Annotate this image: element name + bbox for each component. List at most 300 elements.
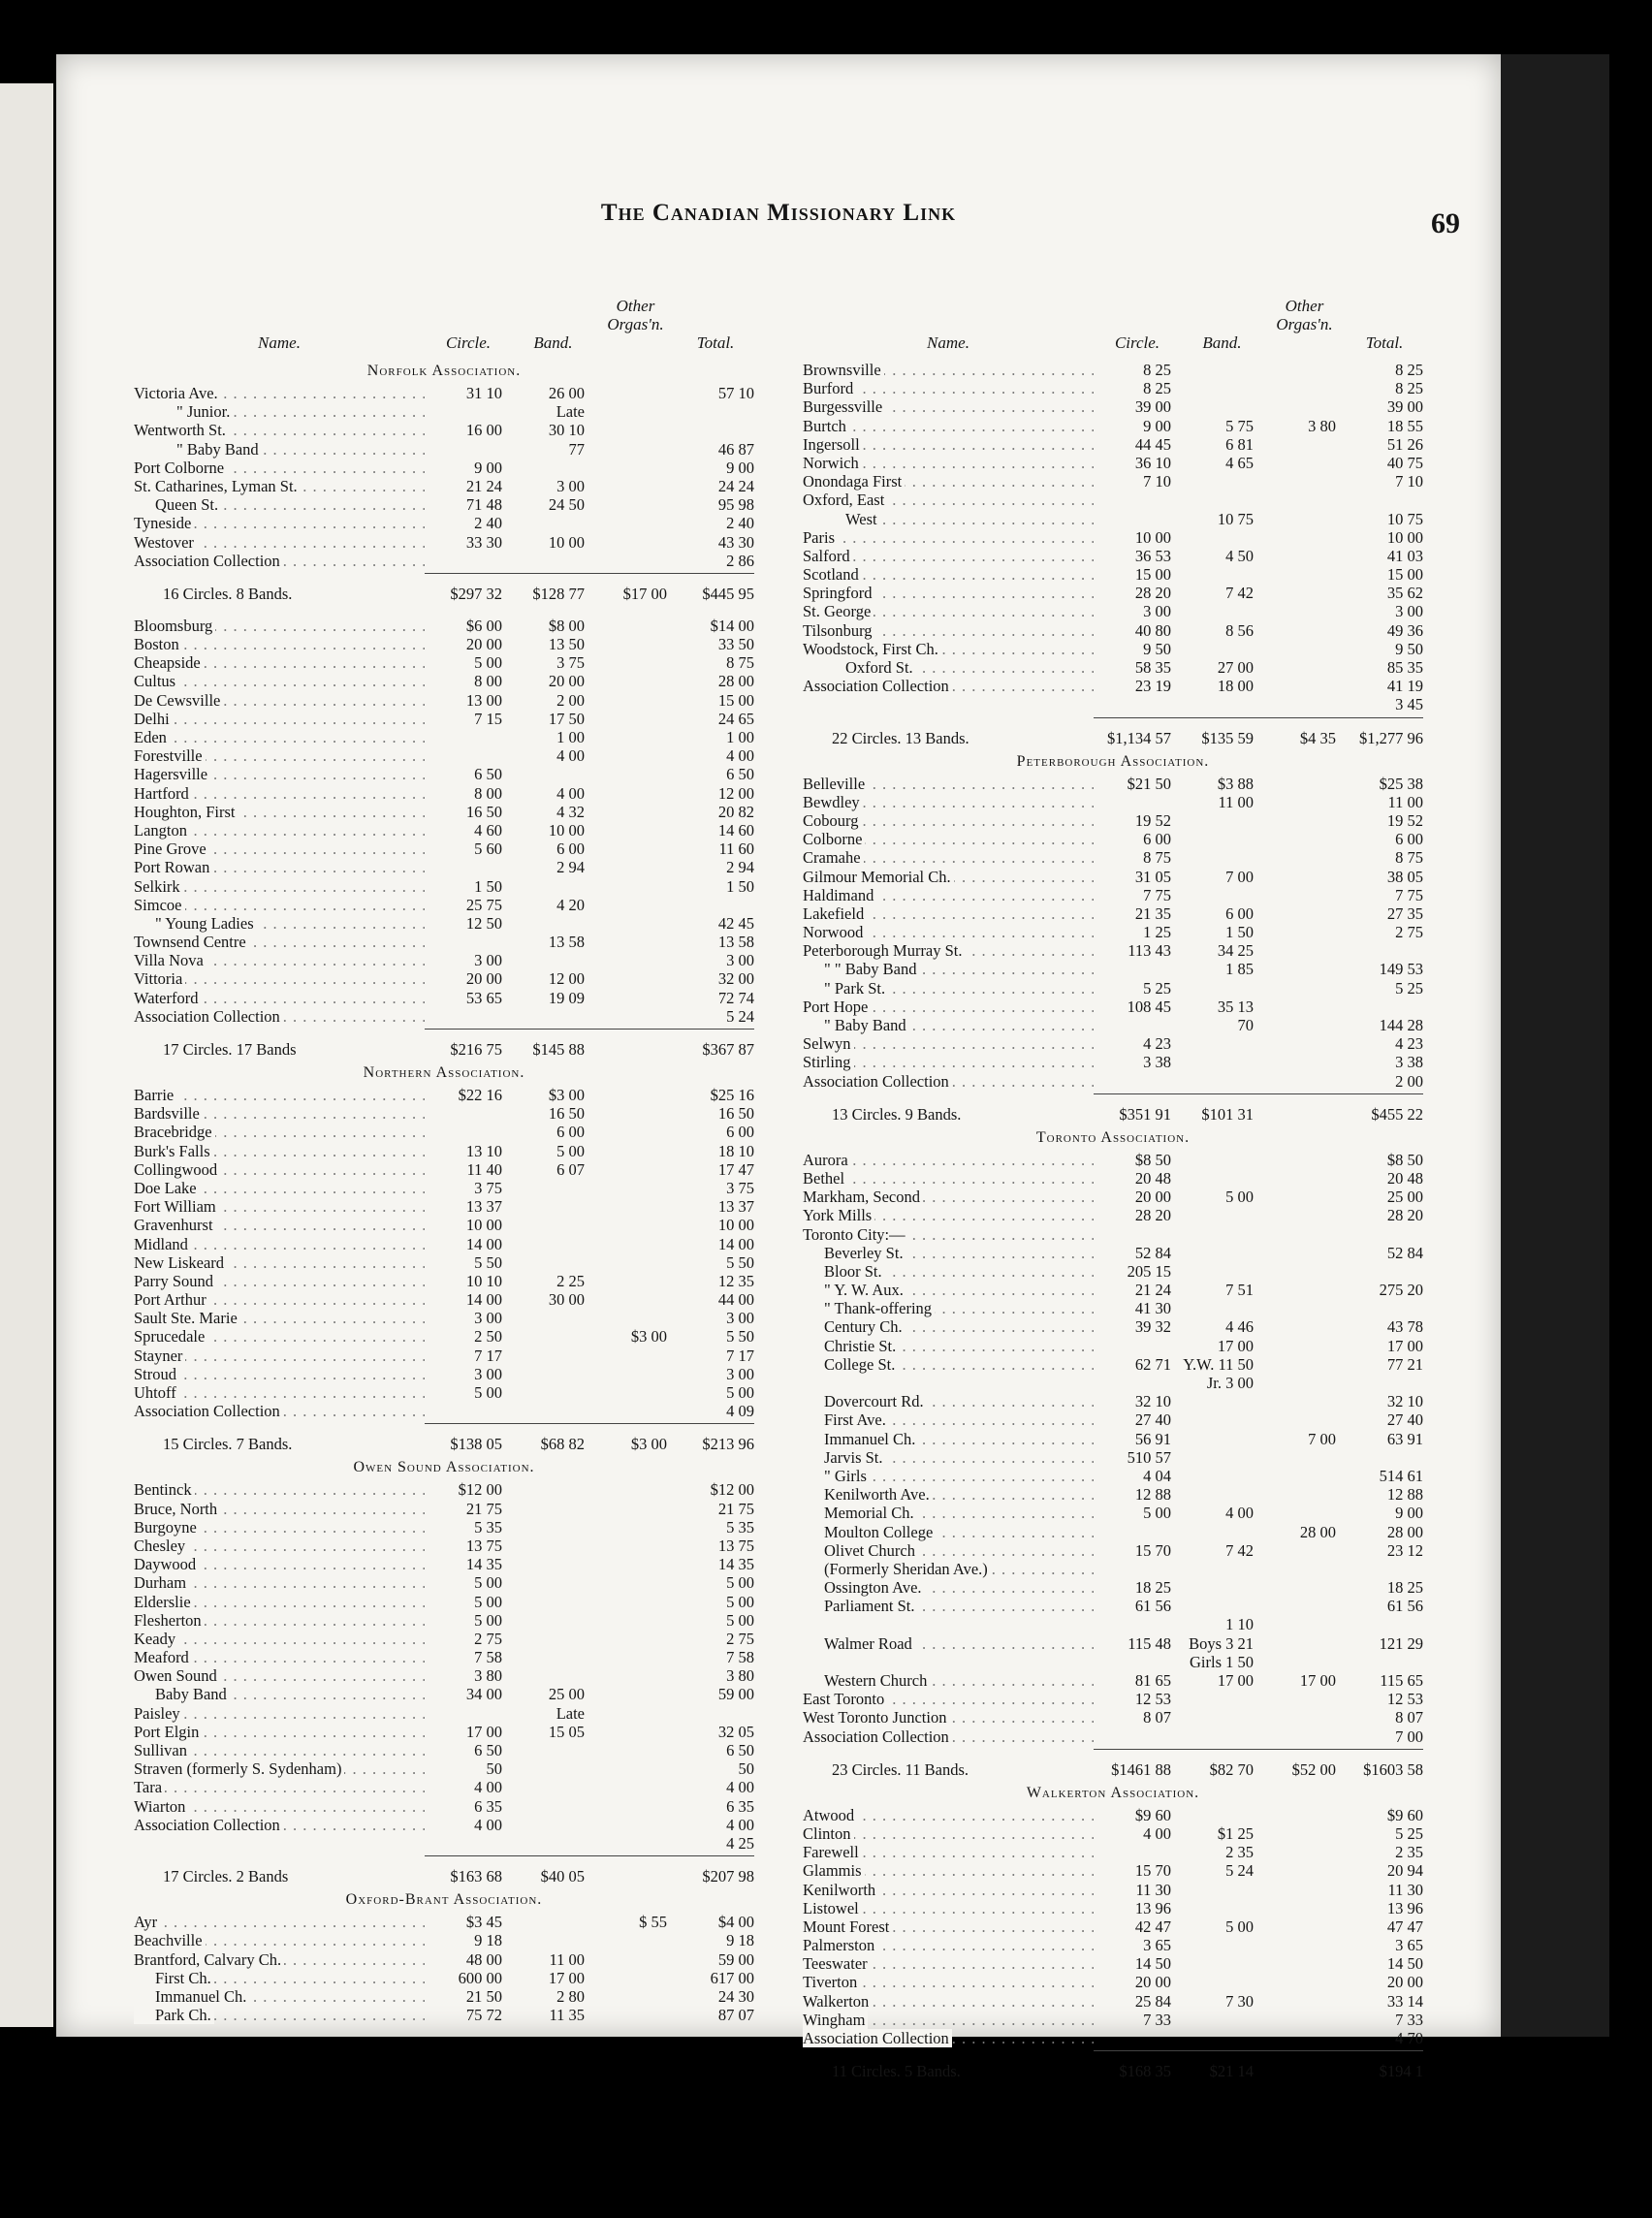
band-amount bbox=[1181, 1244, 1263, 1262]
row-name-cell bbox=[803, 528, 1094, 547]
table-row bbox=[803, 1861, 1423, 1880]
total-amount: 42 45 bbox=[717, 913, 754, 933]
other-amount bbox=[1263, 1072, 1346, 1091]
summary-band: $68 82 bbox=[540, 1435, 585, 1454]
other-amount bbox=[1263, 1708, 1346, 1727]
summary-label: 15 Circles. 7 Bands. bbox=[163, 1435, 293, 1454]
other-amount bbox=[1263, 1169, 1346, 1188]
other-amount bbox=[594, 821, 677, 840]
row-name-cell bbox=[803, 1917, 1094, 1936]
row-name-cell bbox=[803, 793, 1094, 811]
total-amount: 27 40 bbox=[1386, 1410, 1423, 1430]
row-name-cell bbox=[134, 1723, 425, 1741]
table-row bbox=[803, 2029, 1423, 2047]
row-name-cell bbox=[803, 584, 1094, 602]
total-amount: 23 12 bbox=[1386, 1540, 1423, 1560]
band-amount: 30 10 bbox=[548, 421, 585, 440]
row-name: Oxford St. bbox=[803, 658, 916, 677]
circle-amount: 8 07 bbox=[1143, 1708, 1171, 1727]
circle-amount bbox=[1094, 1843, 1181, 1861]
table-row bbox=[134, 1950, 754, 1969]
table-row bbox=[134, 1741, 754, 1759]
band-amount bbox=[1181, 1806, 1263, 1824]
table-row bbox=[134, 1518, 754, 1537]
total-amount: 5 24 bbox=[726, 1006, 754, 1026]
other-amount bbox=[594, 691, 677, 710]
summary-other bbox=[1263, 1102, 1346, 1127]
row-name-cell bbox=[803, 1262, 1094, 1281]
other-amount bbox=[1263, 1206, 1346, 1224]
circle-amount: 20 00 bbox=[465, 969, 502, 989]
summary-other: $52 00 bbox=[1291, 1759, 1336, 1779]
table-row bbox=[134, 784, 754, 803]
association-title: Toronto Association. bbox=[1035, 1128, 1191, 1146]
table-row bbox=[134, 1778, 754, 1796]
band-amount: 7 00 bbox=[1225, 867, 1254, 886]
total-amount: 2 40 bbox=[726, 514, 754, 533]
row-name-cell bbox=[803, 1485, 1094, 1504]
other-amount bbox=[594, 1834, 677, 1853]
other-amount bbox=[1263, 472, 1346, 491]
other-amount bbox=[1263, 1861, 1346, 1880]
summary-circle: $138 05 bbox=[450, 1435, 502, 1454]
row-name-cell bbox=[134, 877, 425, 896]
row-name-cell bbox=[134, 896, 425, 914]
row-name-cell bbox=[134, 728, 425, 746]
row-name-cell bbox=[134, 1518, 425, 1537]
circle-amount: 8 25 bbox=[1143, 361, 1171, 379]
band-amount bbox=[1181, 472, 1263, 491]
row-name-cell bbox=[134, 635, 425, 653]
row-name-cell bbox=[134, 710, 425, 728]
circle-amount: 16 00 bbox=[465, 421, 502, 440]
row-name-cell bbox=[134, 1123, 425, 1141]
row-name: Association Collection bbox=[134, 1402, 283, 1420]
total-amount: 4 00 bbox=[726, 1815, 754, 1834]
band-amount: 5 00 bbox=[1225, 1188, 1254, 1207]
band-amount bbox=[512, 459, 594, 477]
other-amount bbox=[594, 1816, 677, 1834]
other-amount bbox=[594, 1235, 677, 1253]
table-row bbox=[134, 1160, 754, 1179]
total-amount: 5 50 bbox=[726, 1252, 754, 1272]
table-row bbox=[134, 1480, 754, 1499]
table-row bbox=[134, 858, 754, 876]
total-amount: 16 50 bbox=[717, 1104, 754, 1124]
band-amount bbox=[1181, 811, 1263, 830]
row-name: Uhtoff bbox=[134, 1383, 179, 1402]
table-row bbox=[803, 1188, 1423, 1206]
row-name-cell bbox=[803, 510, 1094, 528]
summary-row bbox=[803, 726, 1423, 751]
total-amount: 5 00 bbox=[726, 1383, 754, 1402]
row-name: Norwood bbox=[803, 923, 866, 941]
row-name: Burgessville bbox=[803, 397, 885, 416]
band-amount bbox=[512, 877, 594, 896]
total-amount bbox=[1346, 1615, 1423, 1633]
row-name-cell bbox=[134, 1480, 425, 1499]
row-name-cell bbox=[134, 1778, 425, 1796]
band-amount: 10 75 bbox=[1217, 509, 1254, 528]
other-amount bbox=[1263, 1355, 1346, 1374]
summary-label: 23 Circles. 11 Bands. bbox=[832, 1759, 969, 1779]
summary-band: $135 59 bbox=[1201, 728, 1254, 747]
other-amount bbox=[1263, 1992, 1346, 2011]
total-amount: 28 00 bbox=[717, 672, 754, 691]
row-name-cell bbox=[803, 1992, 1094, 2011]
circle-amount: 4 00 bbox=[474, 1778, 502, 1797]
other-amount bbox=[594, 1759, 677, 1778]
circle-amount: 3 00 bbox=[474, 1364, 502, 1383]
circle-amount: 16 50 bbox=[465, 802, 502, 821]
summary-band: $40 05 bbox=[540, 1867, 585, 1886]
summary-band: $145 88 bbox=[532, 1040, 585, 1059]
band-amount: 16 50 bbox=[548, 1104, 585, 1124]
row-name: Eden bbox=[134, 728, 170, 746]
band-amount bbox=[1181, 830, 1263, 848]
band-amount bbox=[512, 1555, 594, 1573]
band-amount bbox=[1181, 491, 1263, 509]
row-name-cell bbox=[134, 1685, 425, 1703]
table-row bbox=[134, 1235, 754, 1253]
row-name: Cobourg bbox=[803, 811, 861, 830]
row-name-cell bbox=[803, 397, 1094, 416]
row-name: Bardsville bbox=[134, 1104, 203, 1123]
row-name-cell bbox=[134, 1969, 425, 1987]
other-amount bbox=[594, 1555, 677, 1573]
row-name-cell bbox=[803, 1954, 1094, 1973]
summary-band: $128 77 bbox=[532, 584, 585, 603]
band-amount bbox=[512, 552, 594, 570]
table-row bbox=[803, 621, 1423, 640]
row-name: Scotland bbox=[803, 565, 862, 584]
row-name: Dovercourt Rd. bbox=[803, 1392, 927, 1410]
circle-amount: 4 00 bbox=[474, 1815, 502, 1834]
row-name: Walkerton bbox=[803, 1992, 872, 2011]
row-name-cell bbox=[134, 1913, 425, 1931]
total-amount: 14 00 bbox=[717, 1234, 754, 1253]
total-amount: 5 50 bbox=[726, 1327, 754, 1347]
row-name-cell bbox=[134, 765, 425, 783]
circle-amount: 15 70 bbox=[1134, 1861, 1171, 1881]
circle-amount: 5 25 bbox=[1143, 978, 1171, 998]
band-amount: 2 80 bbox=[556, 1986, 585, 2006]
row-name: Lakefield bbox=[803, 904, 867, 923]
total-amount: 32 05 bbox=[717, 1722, 754, 1741]
row-name: Townsend Centre bbox=[134, 933, 249, 951]
table-row bbox=[134, 746, 754, 765]
circle-amount bbox=[1094, 793, 1181, 811]
row-name: Cultus bbox=[134, 672, 178, 690]
table-row bbox=[803, 1262, 1423, 1281]
row-name: Durham bbox=[134, 1573, 189, 1592]
other-amount bbox=[1263, 1917, 1346, 1936]
total-amount: 121 29 bbox=[1379, 1633, 1423, 1653]
total-amount: 149 53 bbox=[1379, 960, 1423, 979]
row-name-cell bbox=[803, 695, 1094, 713]
row-name: Flesherton bbox=[134, 1611, 205, 1630]
circle-amount: 5 00 bbox=[474, 1610, 502, 1630]
row-name: Westover bbox=[134, 533, 197, 552]
other-amount bbox=[1263, 621, 1346, 640]
total-amount bbox=[677, 1704, 754, 1723]
row-name-cell bbox=[134, 840, 425, 858]
summary-total: $1603 58 bbox=[1363, 1759, 1423, 1779]
band-amount: 8 56 bbox=[1225, 620, 1254, 640]
summary-band: $101 31 bbox=[1201, 1104, 1254, 1124]
row-name-cell bbox=[134, 1834, 425, 1853]
circle-amount: 53 65 bbox=[465, 988, 502, 1007]
other-amount bbox=[594, 840, 677, 858]
total-amount: 5 00 bbox=[726, 1592, 754, 1611]
table-row bbox=[803, 1523, 1423, 1541]
other-amount bbox=[1263, 1936, 1346, 1954]
row-name-cell bbox=[803, 904, 1094, 923]
total-amount: 6 50 bbox=[726, 765, 754, 784]
circle-amount: 15 70 bbox=[1134, 1540, 1171, 1560]
total-amount: 4 25 bbox=[726, 1833, 754, 1853]
row-name: Teeswater bbox=[803, 1954, 871, 1973]
circle-amount: 4 60 bbox=[474, 820, 502, 840]
circle-amount bbox=[425, 1402, 512, 1420]
row-name: Bethel bbox=[803, 1169, 847, 1188]
row-name-cell bbox=[134, 1179, 425, 1197]
row-name-cell bbox=[134, 1573, 425, 1592]
row-name-cell bbox=[803, 1504, 1094, 1522]
circle-amount: 25 75 bbox=[465, 895, 502, 914]
summary-circle: $297 32 bbox=[450, 584, 502, 603]
summary-circle: $1461 88 bbox=[1111, 1759, 1171, 1779]
table-row bbox=[134, 1365, 754, 1383]
summary-row bbox=[803, 1758, 1423, 1783]
other-amount bbox=[1263, 1467, 1346, 1485]
other-amount bbox=[594, 459, 677, 477]
circle-amount: 13 00 bbox=[465, 690, 502, 710]
other-amount bbox=[594, 653, 677, 672]
other-amount bbox=[1263, 1281, 1346, 1299]
table-row bbox=[134, 1931, 754, 1949]
band-amount: 6 07 bbox=[556, 1159, 585, 1179]
total-amount: 95 98 bbox=[717, 495, 754, 515]
total-amount: 5 00 bbox=[726, 1610, 754, 1630]
row-name-cell bbox=[134, 1987, 425, 2006]
band-amount bbox=[512, 1666, 594, 1685]
row-name: Elderslie bbox=[134, 1593, 194, 1611]
circle-amount: 61 56 bbox=[1134, 1597, 1171, 1616]
association-title: Oxford-Brant Association. bbox=[345, 1891, 543, 1909]
table-row bbox=[134, 2006, 754, 2024]
circle-amount: 41 30 bbox=[1134, 1299, 1171, 1318]
other-amount bbox=[594, 1969, 677, 1987]
row-name: Markham, Second bbox=[803, 1188, 923, 1206]
other-amount bbox=[1263, 1843, 1346, 1861]
other-amount bbox=[594, 635, 677, 653]
total-amount bbox=[677, 421, 754, 439]
other-amount bbox=[594, 1648, 677, 1666]
total-amount bbox=[677, 402, 754, 421]
total-amount: 2 35 bbox=[1395, 1843, 1423, 1862]
band-amount: 4 00 bbox=[1225, 1504, 1254, 1523]
row-name-cell bbox=[134, 1086, 425, 1104]
circle-amount: 2 50 bbox=[474, 1327, 502, 1347]
row-name: Sault Ste. Marie bbox=[134, 1309, 240, 1327]
summary-band: $82 70 bbox=[1209, 1759, 1254, 1779]
row-name-cell bbox=[134, 1500, 425, 1518]
other-amount bbox=[594, 1518, 677, 1537]
row-name: Keady bbox=[134, 1630, 178, 1648]
table-row bbox=[134, 1666, 754, 1685]
row-name-cell bbox=[134, 1611, 425, 1630]
table-row bbox=[803, 1016, 1423, 1034]
row-name-cell bbox=[803, 1936, 1094, 1954]
other-amount bbox=[594, 1723, 677, 1741]
band-amount: 1 00 bbox=[556, 728, 585, 746]
table-row bbox=[803, 1072, 1423, 1091]
circle-amount bbox=[425, 858, 512, 876]
band-amount: 7 42 bbox=[1225, 584, 1254, 603]
row-name-cell bbox=[134, 495, 425, 514]
total-amount: 6 35 bbox=[726, 1796, 754, 1816]
table-row bbox=[803, 886, 1423, 904]
other-amount bbox=[1263, 640, 1346, 658]
row-name: New Liskeard bbox=[134, 1253, 227, 1272]
row-name-cell bbox=[803, 1634, 1094, 1653]
other-amount bbox=[1263, 1188, 1346, 1206]
other-amount bbox=[1263, 1634, 1346, 1653]
row-name: " Park St. bbox=[803, 979, 888, 998]
total-amount: 38 05 bbox=[1386, 867, 1423, 886]
row-name: Woodstock, First Ch. bbox=[803, 640, 941, 658]
row-name-cell bbox=[134, 421, 425, 439]
other-amount bbox=[594, 728, 677, 746]
circle-amount: 2 40 bbox=[474, 514, 502, 533]
circle-amount: $9 60 bbox=[1134, 1805, 1171, 1824]
circle-amount: 9 50 bbox=[1143, 639, 1171, 658]
band-amount bbox=[512, 1327, 594, 1346]
summary-row bbox=[803, 1102, 1423, 1127]
band-amount bbox=[1181, 1448, 1263, 1467]
circle-amount: 40 80 bbox=[1134, 620, 1171, 640]
circle-amount: 4 23 bbox=[1143, 1034, 1171, 1054]
total-amount: 59 00 bbox=[717, 1949, 754, 1969]
row-name-cell bbox=[803, 1430, 1094, 1448]
total-amount: 2 86 bbox=[726, 551, 754, 570]
other-amount bbox=[1263, 1597, 1346, 1615]
row-name: Aurora bbox=[803, 1151, 851, 1169]
other-amount bbox=[1263, 1337, 1346, 1355]
total-amount: 18 10 bbox=[717, 1141, 754, 1160]
circle-amount bbox=[425, 1123, 512, 1141]
table-row bbox=[803, 1597, 1423, 1615]
summary-label: 17 Circles. 17 Bands bbox=[163, 1040, 297, 1059]
total-amount bbox=[1346, 1262, 1423, 1281]
total-amount bbox=[1346, 1374, 1423, 1392]
circle-amount bbox=[425, 1007, 512, 1026]
other-amount bbox=[1263, 602, 1346, 620]
row-name-cell bbox=[803, 1355, 1094, 1374]
table-row bbox=[803, 1881, 1423, 1899]
row-name: Bloomsburg bbox=[134, 617, 215, 635]
other-amount bbox=[594, 384, 677, 402]
row-name: Pine Grove bbox=[134, 840, 209, 858]
circle-amount: 8 75 bbox=[1143, 848, 1171, 868]
total-amount: 4 23 bbox=[1395, 1034, 1423, 1054]
row-name: Port Hope bbox=[803, 998, 871, 1016]
row-name: Palmerston bbox=[803, 1936, 877, 1954]
other-amount bbox=[594, 1007, 677, 1026]
band-amount bbox=[512, 1347, 594, 1365]
row-name: " " Baby Band bbox=[803, 960, 920, 978]
circle-amount bbox=[1094, 1016, 1181, 1034]
row-name-cell bbox=[803, 960, 1094, 978]
circle-amount: 21 35 bbox=[1134, 903, 1171, 923]
row-name: Gilmour Memorial Ch. bbox=[803, 868, 954, 886]
summary-total: $445 95 bbox=[702, 584, 754, 603]
table-row bbox=[134, 1179, 754, 1197]
band-amount bbox=[1181, 1430, 1263, 1448]
circle-amount bbox=[425, 1104, 512, 1123]
table-row bbox=[803, 1727, 1423, 1746]
band-amount: 18 00 bbox=[1217, 677, 1254, 696]
total-amount: 18 25 bbox=[1386, 1578, 1423, 1598]
circle-amount: 21 75 bbox=[465, 1499, 502, 1518]
row-name: West Toronto Junction bbox=[803, 1708, 949, 1727]
band-amount: 1 85 bbox=[1225, 960, 1254, 979]
row-name: York Mills bbox=[803, 1206, 874, 1224]
table-row bbox=[803, 941, 1423, 960]
total-amount: 3 80 bbox=[726, 1666, 754, 1686]
summary-band: $21 14 bbox=[1209, 2062, 1254, 2081]
total-amount: 40 75 bbox=[1386, 453, 1423, 472]
row-name-cell bbox=[803, 1053, 1094, 1071]
row-name: College St. bbox=[803, 1355, 898, 1374]
total-amount: 47 47 bbox=[1386, 1917, 1423, 1936]
summary-other: $4 35 bbox=[1299, 728, 1336, 747]
row-name-cell bbox=[134, 459, 425, 477]
circle-amount: 44 45 bbox=[1134, 434, 1171, 454]
total-rule bbox=[1094, 1749, 1423, 1758]
other-amount bbox=[594, 1402, 677, 1420]
total-amount: 3 75 bbox=[726, 1178, 754, 1197]
other-amount bbox=[594, 1383, 677, 1402]
band-amount: 17 00 bbox=[1217, 1336, 1254, 1355]
row-name-cell bbox=[134, 514, 425, 532]
band-amount: 12 00 bbox=[548, 969, 585, 989]
row-name-cell bbox=[803, 1881, 1094, 1899]
other-amount bbox=[594, 765, 677, 783]
other-amount bbox=[594, 1123, 677, 1141]
band-amount bbox=[512, 914, 594, 933]
total-amount: 2 75 bbox=[1395, 923, 1423, 942]
row-name-cell bbox=[803, 1392, 1094, 1410]
row-name: Association Collection bbox=[803, 677, 952, 695]
band-amount: 27 00 bbox=[1217, 658, 1254, 677]
header-name: Name. bbox=[258, 333, 301, 352]
band-amount: 4 46 bbox=[1225, 1317, 1254, 1337]
table-row bbox=[134, 1086, 754, 1104]
band-amount: Boys 3 21 bbox=[1189, 1633, 1254, 1653]
column-headers bbox=[803, 297, 1423, 361]
band-amount: 4 20 bbox=[556, 895, 585, 914]
row-name: Burk's Falls bbox=[134, 1142, 213, 1160]
row-name-cell bbox=[803, 1541, 1094, 1560]
circle-amount bbox=[1094, 1225, 1181, 1244]
summary-row bbox=[803, 2059, 1423, 2084]
other-amount bbox=[1263, 830, 1346, 848]
summary-circle: $216 75 bbox=[450, 1040, 502, 1059]
row-name: Paris bbox=[803, 528, 838, 547]
other-amount bbox=[594, 2006, 677, 2024]
